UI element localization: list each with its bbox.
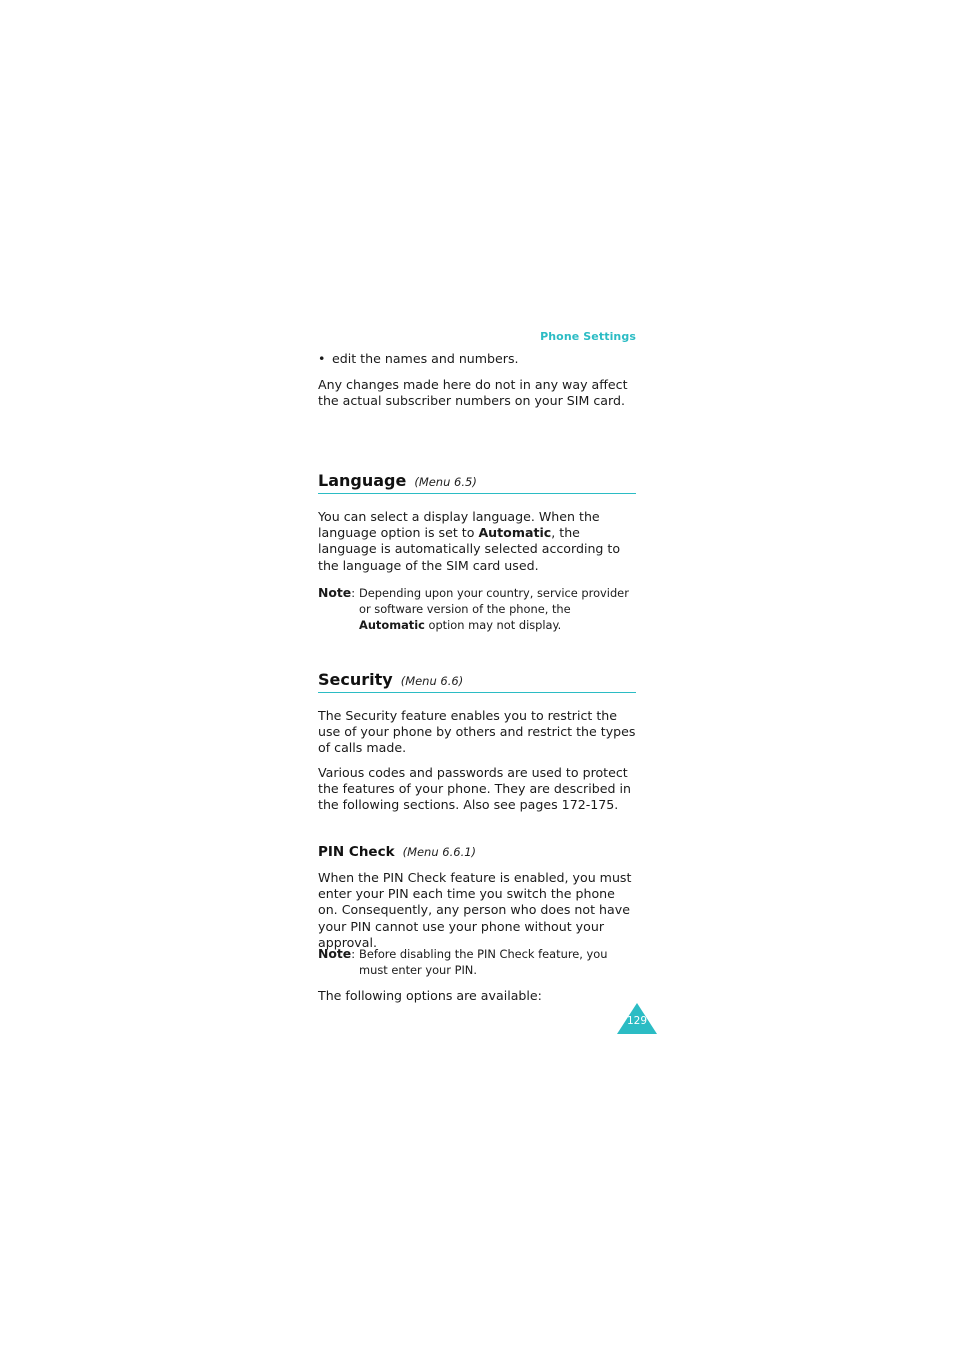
security-menu-ref: (Menu 6.6)	[400, 674, 464, 688]
language-note-bold: Automatic	[359, 618, 425, 633]
intro-paragraph: Any changes made here do not in any way affect the actual subscriber numbers on your SIM card.	[318, 377, 628, 409]
page-number: 129	[626, 1015, 648, 1027]
options-intro: The following options are available:	[318, 988, 542, 1003]
note-label: Note	[318, 946, 352, 961]
security-title: Security	[318, 670, 393, 689]
pin-check-note-text: Before disabling the PIN Check feature, you must enter your PIN.	[359, 947, 608, 978]
security-heading	[318, 670, 636, 693]
language-title: Language	[318, 471, 407, 490]
language-paragraph	[318, 509, 636, 574]
section-header: Phone Settings	[540, 330, 636, 343]
bullet-text: edit the names and numbers.	[332, 351, 519, 366]
security-paragraph-2: Various codes and passwords are used to protect the features of your phone. They are described in the following sections. Also see pages 172-175.	[318, 765, 631, 813]
pin-check-title: PIN Check	[318, 844, 395, 860]
language-para-before: You can select a display language. When the language option is set to	[318, 509, 600, 541]
language-para-after: , the language is automatically selected according to the language of the SIM card used.	[318, 525, 621, 573]
language-note-text	[359, 585, 639, 634]
bullet-item	[318, 351, 636, 367]
note-label: Note	[318, 585, 352, 600]
language-note-after: option may not display.	[424, 618, 562, 633]
language-menu-ref: (Menu 6.5)	[414, 475, 477, 489]
pin-check-menu-ref: (Menu 6.6.1)	[402, 845, 477, 859]
language-para-bold: Automatic	[478, 525, 552, 541]
pin-check-heading	[318, 841, 636, 860]
language-note-before: Depending upon your country, service provider or software version of the phone, the	[359, 586, 629, 617]
security-paragraph-1: The Security feature enables you to restrict the use of your phone by others and restrict the types of calls made.	[318, 708, 636, 756]
page-number-badge	[617, 1003, 657, 1034]
pin-check-paragraph: When the PIN Check feature is enabled, you must enter your PIN each time you switch the phone on. Consequently, any person who does not have your PIN cannot use your phone without your approval.	[318, 870, 632, 950]
manual-page: Phone Settings • edit the names and numbers. Any changes made here do not in any way affect the actual subscriber numbers on your SIM card. Language (Menu 6.5) You can select a display language. When the language option is set to Automatic, the language is automatically selected according to the language of the SIM card used. Note: Depending upon your country, service provider or software version of the phone, the Automatic option may not display. Security (Menu 6.6) The Security feature enables you to restrict the use of your phone by others and restrict the types of calls made. Various codes and passwords are used to protect the features of your phone. They are described in the following sections. Also see pages 172-175. PIN Check (Menu 6.6.1) When the PIN Check feature is enabled, you must enter your PIN each time you switch the phone on. Consequently, any person who does not have your PIN cannot use your phone without your approval. Note: Before disabling the PIN Check feature, you must enter your PIN. The following options are available: 129	[0, 0, 954, 1351]
bullet-dot-icon: •	[318, 351, 326, 366]
language-heading	[318, 471, 636, 494]
